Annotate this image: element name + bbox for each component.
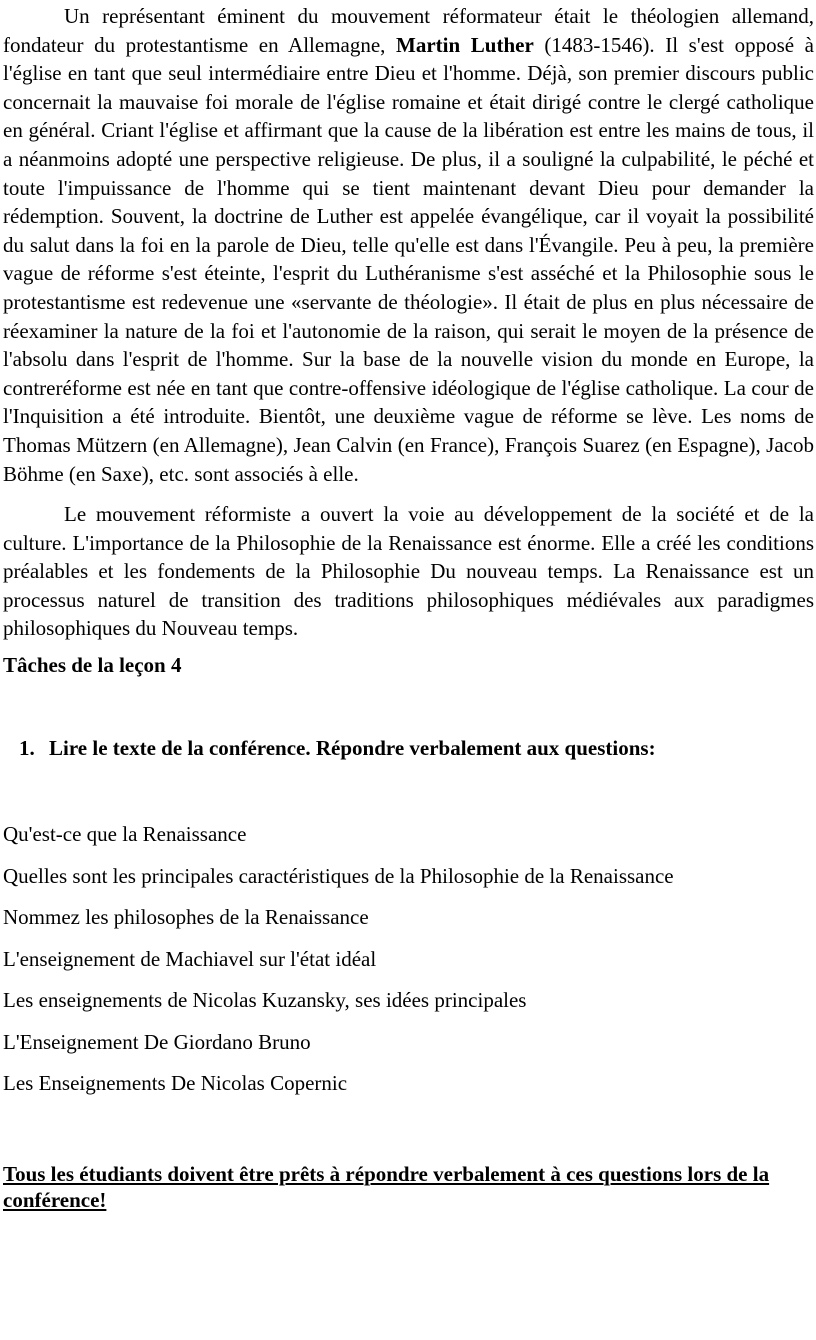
martin-luther-name: Martin Luther	[396, 32, 534, 57]
question-item: Les enseignements de Nicolas Kuzansky, ses idées principales	[3, 988, 527, 1013]
question-item: Qu'est-ce que la Renaissance	[3, 822, 247, 847]
paragraph-luther-text-2: (1483-1546). Il s'est opposé à l'église en tant que seul intermédiaire entre Dieu et l'homme. Déjà, son premier discours public concernait la mauvaise foi morale de l'église romaine et était dirigé contre le clergé catholique en général. Criant l'église et affirmant que la cause de la libération est entre les mains de tous, il a néanmoins adopté une perspective religieuse. De plus, il a souligné la culpabilité, le péché et toute l'impuissance de l'homme qui se tient maintenant devant Dieu pour demander la rédemption. Souvent, la doctrine de Luther est appelée évangélique, car il voyait la possibilité du salut dans la foi en la parole de Dieu, telle qu'elle est dans l'Évangile. Peu à peu, la première vague de réforme s'est éteinte, l'esprit du Luthéranisme s'est asséché et la Philosophie sous le protestantisme est redevenue une «servante de théologie». Il était de plus en plus nécessaire de réexaminer la nature de la foi et l'autonomie de la raison, qui serait le moyen de la présence de l'absolu dans l'esprit de l'homme. Sur la base de la nouvelle vision du monde en Europe, la contreréforme est née en tant que contre-offensive idéologique de l'église catholique. La cour de l'Inquisition a été introduite. Bientôt, une deuxième vague de réforme se lève. Les noms de Thomas Mützern (en Allemagne), Jean Calvin (en France), François Suarez (en Espagne), Jacob Böhme (en Saxe), etc. sont associés à elle.	[3, 32, 814, 486]
question-item: Quelles sont les principales caractéristiques de la Philosophie de la Renaissance	[3, 863, 674, 888]
students-notice: Tous les étudiants doivent être prêts à répondre verbalement à ces questions lors de la conférence!	[3, 1161, 770, 1212]
task-item-text: Lire le texte de la conférence. Répondre verbalement aux questions:	[49, 736, 656, 761]
question-list	[3, 820, 814, 1111]
paragraph-renaissance: Le mouvement réformiste a ouvert la voie au développement de la société et de la culture. L'importance de la Philosophie de la Renaissance est énorme. Elle a créé les conditions préalables et les fondements de la Philosophie Du nouveau temps. La Renaissance est un processus naturel de transition des traditions philosophiques médiévales aux paradigmes philosophiques du Nouveau temps.	[3, 502, 814, 641]
lesson-tasks-heading: Tâches de la leçon 4	[3, 653, 182, 678]
question-item: L'enseignement de Machiavel sur l'état idéal	[3, 946, 377, 971]
task-item-1	[3, 734, 814, 762]
question-item: Les Enseignements De Nicolas Copernic	[3, 1071, 348, 1096]
question-item: L'Enseignement De Giordano Bruno	[3, 1029, 311, 1054]
task-item-number: 1.	[19, 736, 35, 761]
document-page	[3, 2, 814, 1213]
paragraph-luther-text-1: Un représentant éminent du mouvement réformateur était le théologien allemand, fondateur du protestantisme en Allemagne,	[3, 4, 814, 57]
question-item: Nommez les philosophes de la Renaissance	[3, 905, 369, 930]
paragraph-luther	[3, 2, 814, 488]
